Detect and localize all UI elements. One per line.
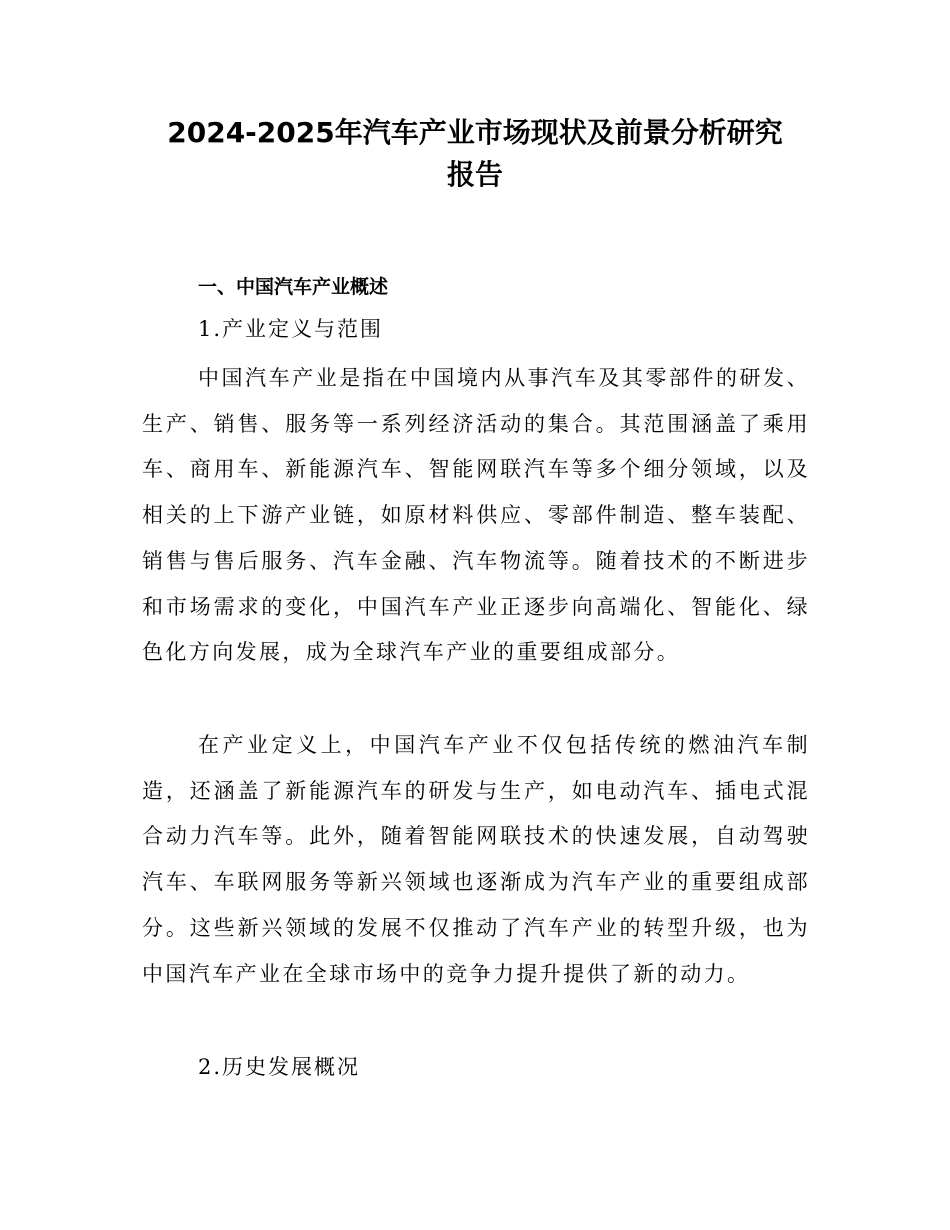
subsection-heading-history: 2.历史发展概况 <box>198 1055 361 1079</box>
section-heading-overview: 一、中国汽车产业概述 <box>198 276 389 298</box>
document-title-line-1: 2024-2025年汽车产业市场现状及前景分析研究 <box>167 116 783 149</box>
subsection-heading-definition: 1.产业定义与范围 <box>198 317 384 341</box>
paragraph-definition-detail: 在产业定义上，中国汽车产业不仅包括传统的燃油汽车制造，还涵盖了新能源汽车的研发与生产，如电动汽车、插电式混合动力汽车等。此外，随着智能网联技术的快速发展，自动驾驶汽车、车联网服务等新兴领域也逐渐成为汽车产业的重要组成部分。这些新兴领域的发展不仅推动了汽车产业的转型升级，也为中国汽车产业在全球市场中的竞争力提升提供了新的动力。 <box>142 733 810 986</box>
document-title <box>0 112 950 196</box>
document-title-line-2: 报告 <box>446 158 503 191</box>
paragraph-definition-scope: 中国汽车产业是指在中国境内从事汽车及其零部件的研发、生产、销售、服务等一系列经济活动的集合。其范围涵盖了乘用车、商用车、新能源汽车、智能网联汽车等多个细分领域，以及相关的上下游产业链，如原材料供应、零部件制造、整车装配、销售与售后服务、汽车金融、汽车物流等。随着技术的不断进步和市场需求的变化，中国汽车产业正逐步向高端化、智能化、绿色化方向发展，成为全球汽车产业的重要组成部分。 <box>142 366 810 665</box>
